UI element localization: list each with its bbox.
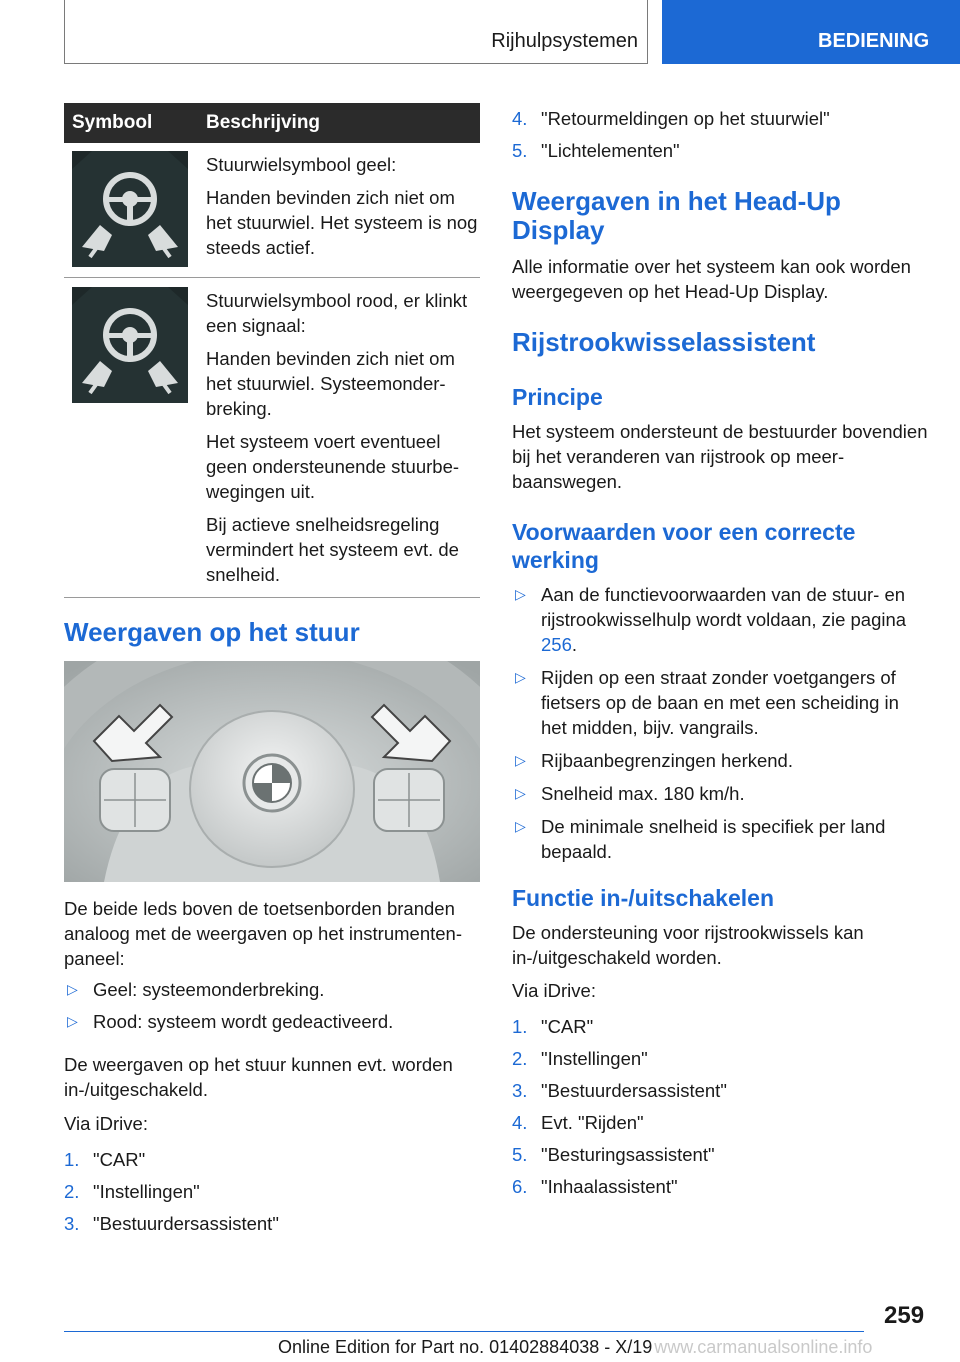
step-number: 5. <box>512 140 528 161</box>
list-item-text: Aan de functievoorwaarden van de stuur- en rijstrookwisselhulp wordt voldaan, zie pagina <box>541 584 907 630</box>
section-heading: Weergaven in het Head-Up Display <box>512 186 841 245</box>
conditions-list <box>512 582 928 864</box>
list-item <box>512 138 928 163</box>
list-item <box>512 1174 928 1199</box>
step-number: 4. <box>512 1112 528 1133</box>
paragraph: Alle informatie over het systeem kan ook worden weergegeven op het Head-Up Display. <box>512 256 911 302</box>
list-item <box>512 814 928 864</box>
step-text: "Instellingen" <box>93 1181 200 1202</box>
subsection-heading: Principe <box>512 384 603 410</box>
section-heading: Rijstrookwisselassistent <box>512 327 816 357</box>
description-cell <box>196 278 480 598</box>
step-text: "Inhaalassistent" <box>541 1176 678 1197</box>
triangle-bullet-icon: ▷ <box>515 669 526 685</box>
step-number: 5. <box>512 1144 528 1165</box>
edition-text: Online Edition for Part no. 01402884038 - X/19 <box>278 1337 653 1357</box>
chapter-label: BEDIENING <box>818 30 930 52</box>
step-number: 3. <box>512 1080 528 1101</box>
paragraph: De beide leds boven de toetsenborden branden analoog met de weergaven op het instrumentenpaneel: <box>64 898 463 969</box>
table-header-symbol: Symbool <box>64 103 196 143</box>
step-text: Evt. "Rijden" <box>541 1112 644 1133</box>
via-idrive-label: Via iDrive: <box>64 1113 148 1134</box>
step-number: 3. <box>64 1213 80 1234</box>
description-cell <box>196 143 480 278</box>
description-line: Handen bevinden zich niet om het stuurwiel. Systeemonderbreking. <box>206 348 455 419</box>
step-number: 6. <box>512 1176 528 1197</box>
list-item-text: Rood: systeem wordt gedeactiveerd. <box>93 1011 394 1032</box>
paragraph: De ondersteuning voor rijstrookwissels kan in-/uitgeschakeld worden. <box>512 922 864 968</box>
subsection-heading: Voorwaarden voor een correcte werking <box>512 519 856 573</box>
page-link[interactable]: 256 <box>541 634 572 655</box>
section-heading: Weergaven op het stuur <box>64 617 360 647</box>
idrive-steps-continued <box>512 106 928 163</box>
list-item <box>64 1009 480 1034</box>
list-item-text: Snelheid max. 180 km/h. <box>541 783 745 804</box>
list-item <box>512 781 928 806</box>
triangle-bullet-icon: ▷ <box>515 586 526 602</box>
step-text: "CAR" <box>541 1016 594 1037</box>
step-number: 4. <box>512 108 528 129</box>
description-line: Het systeem voert eventueel geen ondersteunende stuurbewegingen uit. <box>206 431 460 502</box>
list-item-text: Geel: systeemonderbreking. <box>93 979 325 1000</box>
via-idrive-label: Via iDrive: <box>512 980 596 1001</box>
description-line: Handen bevinden zich niet om het stuurwiel. Het systeem is nog steeds actief. <box>206 187 478 258</box>
step-number: 2. <box>64 1181 80 1202</box>
step-number: 1. <box>512 1016 528 1037</box>
step-text: "Bestuurdersassistent" <box>93 1213 279 1234</box>
steering-wheel-red-icon <box>72 287 188 403</box>
table-row <box>64 278 480 598</box>
led-bullet-list <box>64 977 480 1034</box>
footer-divider <box>64 1331 864 1332</box>
triangle-bullet-icon: ▷ <box>67 981 78 997</box>
list-item <box>512 582 928 657</box>
list-item <box>512 1078 928 1103</box>
description-line: Stuurwielsymbool rood, er klinkt een signaal: <box>206 290 468 336</box>
list-item-text: Rijden op een straat zonder voetgangers of fietsers op de baan en met een scheiding in het midden, bijv. vangrails. <box>541 667 899 738</box>
subsection-heading: Functie in-/uitschakelen <box>512 885 774 911</box>
step-number: 1. <box>64 1149 80 1170</box>
table-header-description: Beschrijving <box>196 103 480 143</box>
paragraph: Het systeem ondersteunt de bestuurder bovendien bij het veranderen van rijstrook op meerbaanswegen. <box>512 421 928 492</box>
list-item <box>512 665 928 740</box>
idrive-steps-list <box>512 1014 928 1199</box>
description-line: Bij actieve snelheidsregeling vermindert het systeem evt. de snelheid. <box>206 514 459 585</box>
step-text: "Instellingen" <box>541 1048 648 1069</box>
chapter-tab[interactable] <box>662 0 960 64</box>
list-item <box>64 1211 480 1236</box>
list-item <box>64 1147 480 1172</box>
list-item <box>64 1179 480 1204</box>
symbol-table <box>64 103 480 598</box>
step-text: "Bestuurdersassistent" <box>541 1080 727 1101</box>
paragraph: De weergaven op het stuur kunnen evt. worden in-/uitgeschakeld. <box>64 1054 453 1100</box>
triangle-bullet-icon: ▷ <box>515 785 526 801</box>
list-item <box>512 106 928 131</box>
list-item <box>512 1046 928 1071</box>
list-item-text: De minimale snelheid is specifiek per land bepaald. <box>541 816 886 862</box>
idrive-steps-list <box>64 1147 480 1236</box>
step-text: "Besturingsassistent" <box>541 1144 715 1165</box>
step-text: "Retourmeldingen op het stuurwiel" <box>541 108 830 129</box>
description-line: Stuurwielsymbool geel: <box>206 154 397 175</box>
watermark-text: www.carmanualsonline.info <box>654 1337 873 1357</box>
list-item <box>64 977 480 1002</box>
list-item <box>512 1110 928 1135</box>
footer-edition <box>278 1337 872 1358</box>
step-text: "Lichtelementen" <box>541 140 680 161</box>
step-text: "CAR" <box>93 1149 146 1170</box>
list-item <box>512 748 928 773</box>
page-number: 259 <box>884 1302 925 1329</box>
table-row <box>64 143 480 278</box>
list-item-text: Rijbaanbegrenzingen herkend. <box>541 750 793 771</box>
list-item <box>512 1014 928 1039</box>
list-item-text: . <box>571 634 578 655</box>
steering-wheel-photo <box>64 661 480 882</box>
triangle-bullet-icon: ▷ <box>515 752 526 768</box>
triangle-bullet-icon: ▷ <box>67 1013 78 1029</box>
steering-wheel-yellow-icon <box>72 151 188 267</box>
section-title: Rijhulpsystemen <box>491 30 638 52</box>
list-item <box>512 1142 928 1167</box>
triangle-bullet-icon: ▷ <box>515 818 526 834</box>
step-number: 2. <box>512 1048 528 1069</box>
